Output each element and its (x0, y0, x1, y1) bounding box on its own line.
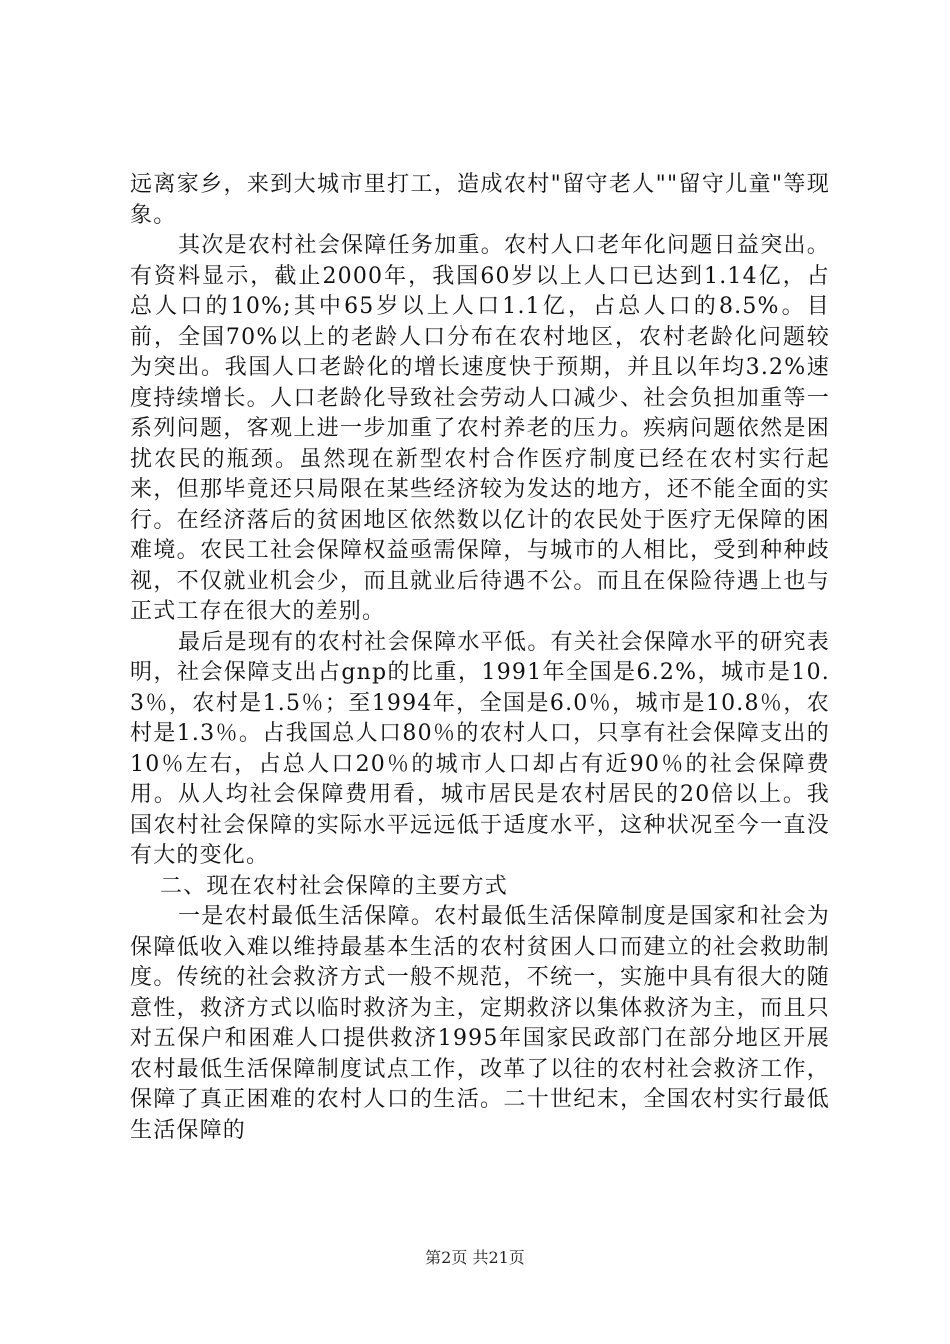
page-number-footer: 第2页 共21页 (425, 1248, 525, 1267)
document-body (130, 170, 830, 1146)
paragraph-continuation: 远离家乡，来到大城市里打工，造成农村"留守老人""留守儿童"等现象。 (130, 172, 830, 228)
paragraph-security-level-low: 最后是现有的农村社会保障水平低。有关社会保障水平的研究表明，社会保障支出占gnp的比重，1991年全国是6.2%，城市是10.3％，农村是1.5％；至1994年，全国是6.0％，城市是10.8％，农村是1.3％。占我国总人口80％的农村人口，只享有社会保障支出的10％左右，占总人口20％的城市人口却占有近90％的社会保障费用。从人均社会保障费用看，城市居民是农村居民的20倍以上。我国农村社会保障的实际水平远远低于适度水平，这种状况至今一直没有大的变化。 (130, 629, 830, 868)
section-heading: 二、现在农村社会保障的主要方式 (160, 873, 509, 899)
paragraph-minimum-living-security: 一是农村最低生活保障。农村最低生活保障制度是国家和社会为保障低收入难以维持最基本生活的农村贫困人口而建立的社会救助制度。传统的社会救济方式一般不规范，不统一，实施中具有很大的随意性，救济方式以临时救济为主，定期救济以集体救济为主，而且只对五保户和困难人口提供救济1995年国家民政部门在部分地区开展农村最低生活保障制度试点工作，改革了以往的农村社会救济工作，保障了真正困难的农村人口的生活。二十世纪末，全国农村实行最低生活保障的 (130, 904, 830, 1143)
paragraph-social-security-burden: 其次是农村社会保障任务加重。农村人口老年化问题日益突出。有资料显示，截止2000年，我国60岁以上人口已达到1.14亿，占总人口的10%;其中65岁以上人口1.1亿，占总人口的8.5%。目前，全国70%以上的老龄人口分布在农村地区，农村老龄化问题较为突出。我国人口老龄化的增长速度快于预期，并且以年均3.2%速度持续增长。人口老龄化导致社会劳动人口减少、社会负担加重等一系列问题，客观上进一步加重了农村养老的压力。疾病问题依然是困扰农民的瓶颈。虽然现在新型农村合作医疗制度已经在农村实行起来，但那毕竟还只局限在某些经济较为发达的地方，还不能全面的实行。在经济落后的贫困地区依然数以亿计的农民处于医疗无保障的困难境。农民工社会保障权益亟需保障，与城市的人相比，受到种种歧视，不仅就业机会少，而且就业后待遇不公。而且在保险待遇上也与正式工存在很大的差别。 (130, 233, 830, 624)
